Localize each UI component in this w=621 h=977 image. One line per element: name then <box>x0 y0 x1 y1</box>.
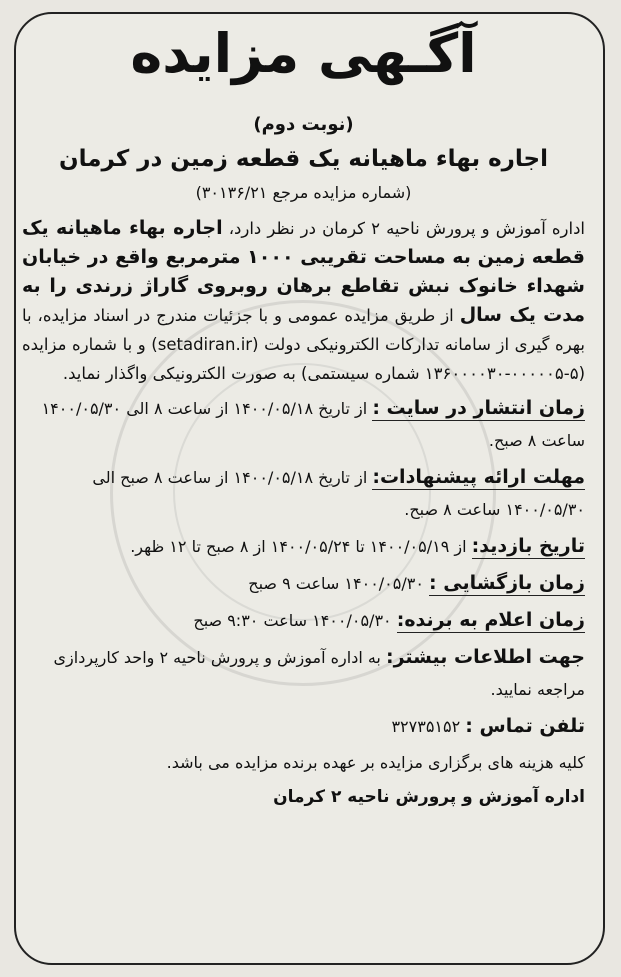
body-intro: اداره آموزش و پرورش ناحیه ۲ کرمان در نظر دارد، <box>228 219 586 238</box>
info-row <box>22 641 585 706</box>
announce-row <box>22 604 585 637</box>
deadline-value: از تاریخ ۱۴۰۰/۰۵/۱۸ از ساعت ۸ صبح الی ۱۴۰۰/۰۵/۳۰ ساعت ۸ صبح. <box>92 468 585 519</box>
ad-subject: اجاره بهاء ماهیانه یک قطعه زمین در کرمان <box>59 146 548 172</box>
visit-label: تاریخ بازدید: <box>471 535 585 557</box>
opening-label: زمان بازگشایی : <box>429 572 585 594</box>
deadline-row <box>22 461 585 526</box>
publish-row <box>22 392 585 457</box>
visit-row <box>22 530 585 563</box>
reference-number: (شماره مزایده مرجع ۳۰۱۳۶/۲۱) <box>195 183 412 202</box>
publish-value: از تاریخ ۱۴۰۰/۰۵/۱۸ از ساعت ۸ الی ۱۴۰۰/۰۵/۳۰ ساعت ۸ صبح. <box>41 399 585 450</box>
deadline-label: مهلت ارائه پیشنهادات: <box>372 466 585 488</box>
phone-row <box>22 710 585 743</box>
visit-value: از ۱۴۰۰/۰۵/۱۹ تا ۱۴۰۰/۰۵/۲۴ از ۸ صبح تا ۱۲ ظهر. <box>130 537 467 556</box>
info-value: به اداره آموزش و پرورش ناحیه ۲ واحد کارپردازی مراجعه نمایید. <box>53 648 585 699</box>
body-bold: اجاره بهاء ماهیانه یک قطعه زمین به مساحت تقریبی ۱۰۰۰ مترمربع واقع در خیابان شهداء خانوک نبش تقاطع برهان روبروی گاراژ زرندی را به مدت یک سال <box>22 217 586 326</box>
announce-label: زمان اعلام به برنده: <box>396 609 585 631</box>
costs-note: کلیه هزینه های برگزاری مزایده بر عهده برنده مزایده می باشد. <box>166 753 585 772</box>
body-paragraph <box>22 214 585 388</box>
publish-label: زمان انتشار در سایت : <box>372 397 585 419</box>
opening-value: ۱۴۰۰/۰۵/۳۰ ساعت ۹ صبح <box>248 574 424 593</box>
auction-ad <box>22 14 585 964</box>
round-label: (نوبت دوم) <box>253 114 354 135</box>
signature: اداره آموزش و پرورش ناحیه ۲ کرمان <box>273 787 585 807</box>
phone-label: تلفن تماس : <box>465 715 585 737</box>
opening-row <box>22 567 585 600</box>
info-label: جهت اطلاعات بیشتر: <box>385 646 585 668</box>
phone-value: ۳۲۷۳۵۱۵۲ <box>391 717 461 736</box>
announce-value: ۱۴۰۰/۰۵/۳۰ ساعت ۹:۳۰ صبح <box>193 611 392 630</box>
ad-title: آگـهی مزایده <box>130 22 477 85</box>
body-rest: از طریق مزایده عمومی و با جزئیات مندرج در اسناد مزایده، با بهره گیری از سامانه تدارکات الکترونیکی دولت (setadiran.ir) و با شماره مزایده (۵-۰۰۰۰۰۵-۱۳۶۰۰۰۰۳۰ شماره سیستمی) به صورت الکترونیکی واگذار نماید. <box>22 306 585 383</box>
